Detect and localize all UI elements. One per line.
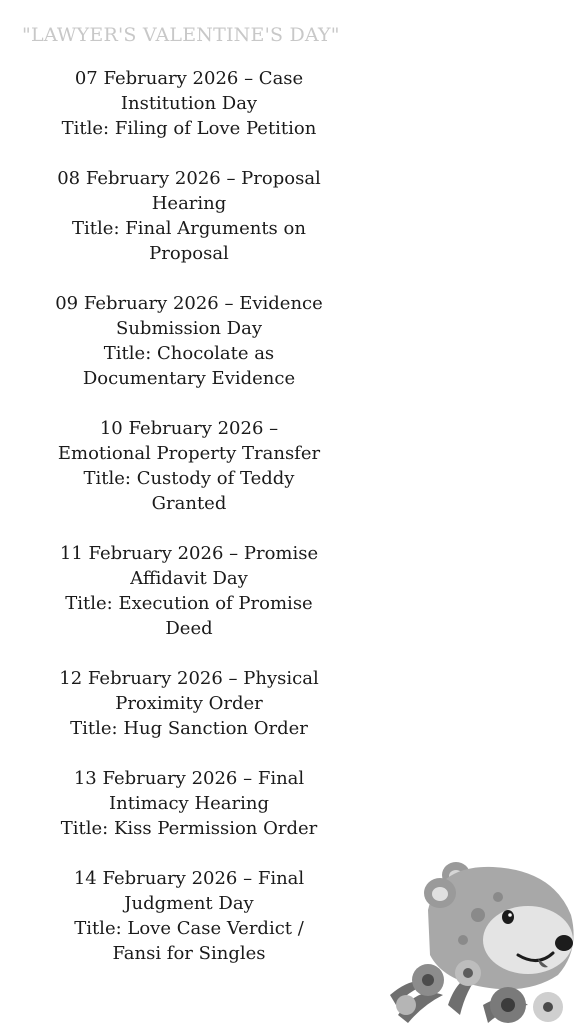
entry-date-line: 14 February 2026 – Final Judgment Day: [73, 868, 305, 914]
bear-with-flowers-icon: [388, 855, 575, 1024]
schedule-entry: [52, 766, 326, 841]
entry-title-line: Title: Kiss Permission Order: [60, 818, 318, 839]
schedule-list: [52, 66, 326, 991]
entry-date-line: 11 February 2026 – Promise Affidavit Day: [59, 543, 319, 589]
schedule-entry: [52, 541, 326, 641]
schedule-entry: [52, 291, 326, 391]
entry-title-line: Title: Chocolate as Documentary Evidence: [82, 343, 296, 389]
entry-date-line: 07 February 2026 – Case Institution Day: [74, 68, 304, 114]
entry-date-line: 12 February 2026 – Physical Proximity Order: [59, 668, 319, 714]
page-heading: "LAWYER'S VALENTINE'S DAY": [22, 24, 340, 46]
entry-title-line: Title: Filing of Love Petition: [61, 118, 317, 139]
entry-title-line: Title: Final Arguments on Proposal: [72, 218, 306, 264]
entry-date-line: 09 February 2026 – Evidence Submission Day: [55, 293, 323, 339]
entry-date-line: 13 February 2026 – Final Intimacy Hearing: [73, 768, 305, 814]
entry-date-line: 10 February 2026 – Emotional Property Transfer: [57, 418, 321, 464]
entry-title-line: Title: Custody of Teddy Granted: [83, 468, 295, 514]
entry-title-line: Title: Hug Sanction Order: [70, 718, 308, 739]
schedule-entry: [52, 416, 326, 516]
schedule-entry: [52, 666, 326, 741]
schedule-entry: [52, 866, 326, 966]
entry-title-line: Title: Execution of Promise Deed: [65, 593, 313, 639]
entry-title-line: Title: Love Case Verdict / Fansi for Singles: [74, 918, 304, 964]
schedule-entry: [52, 166, 326, 266]
entry-date-line: 08 February 2026 – Proposal Hearing: [57, 168, 321, 214]
schedule-entry: [52, 66, 326, 141]
